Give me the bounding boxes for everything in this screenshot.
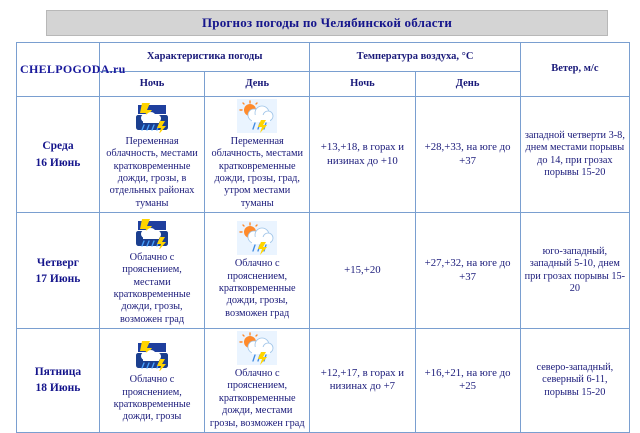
thunderstorm-rain-day-icon	[208, 221, 306, 255]
temp-day-cell	[415, 213, 520, 329]
temp-night-cell	[310, 213, 415, 329]
table-header	[17, 43, 630, 97]
temp-night-value: +15,+20	[344, 263, 381, 276]
row-day-cell	[17, 213, 100, 329]
wind-value: северо-западный, северный 6-11, порывы 15-20	[536, 361, 614, 398]
table-body	[17, 97, 630, 433]
thunderstorm-rain-day-icon	[208, 331, 306, 365]
day-name: Четверг	[36, 256, 80, 269]
temp-night-value: +12,+17, в горах и низинах до +7	[320, 367, 405, 393]
page-title: Прогноз погоды по Челябинской области	[201, 15, 453, 30]
thunderstorm-rain-night-icon	[103, 99, 201, 133]
day-date: 18 Июнь	[35, 382, 81, 395]
header-wind: Ветер, м/с	[520, 43, 629, 97]
temp-day-value: +28,+33, на юге до +37	[424, 141, 511, 167]
night-weather-cell	[99, 213, 204, 329]
temp-day-value: +16,+21, на юге до +25	[424, 367, 511, 393]
day-name: Пятница	[34, 366, 82, 379]
subheader-weather-night: Ночь	[99, 72, 204, 97]
subheader-temp-night: Ночь	[310, 72, 415, 97]
header-weather: Характеристика погоды	[99, 43, 309, 72]
day-weather-desc: Облачно с прояснением, кратковременные дожди, грозы, возможен град	[218, 258, 296, 319]
day-weather-cell	[205, 213, 310, 329]
thunderstorm-rain-day-icon	[208, 99, 306, 133]
temp-night-value: +13,+18, в горах и низинах до +10	[320, 141, 405, 167]
night-weather-desc: Переменная облачность, местами кратковременные дожди, грозы, в отдельных районах туманы	[106, 136, 198, 209]
brand-cell	[17, 43, 126, 97]
temp-day-value: +27,+32, на юге до +37	[424, 257, 511, 283]
forecast-table	[16, 42, 630, 433]
subheader-weather-day: День	[205, 72, 310, 97]
thunderstorm-rain-night-icon	[103, 215, 201, 249]
wind-cell	[520, 97, 629, 213]
table-row	[17, 213, 630, 329]
table-row	[17, 97, 630, 213]
night-weather-cell	[99, 97, 204, 213]
temp-day-cell	[415, 97, 520, 213]
wind-cell	[520, 213, 629, 329]
wind-value: западной четверти 3-8, днем местами порывы до 14, при грозах порывы 15-20	[524, 129, 625, 178]
night-weather-desc: Облачно с прояснением, кратковременные дожди, грозы	[113, 374, 191, 423]
wind-value: юго-западный, западный 5-10, днем при грозах порывы 15-20	[524, 245, 626, 294]
day-weather-desc: Облачно с прояснением, кратковременные дожди, местами грозы, возможен град	[209, 368, 305, 429]
header-temperature: Температура воздуха, °C	[310, 43, 520, 72]
day-weather-cell	[205, 97, 310, 213]
day-weather-desc: Переменная облачность, местами кратковременные дожди, грозы, град, утром местами туманы	[211, 136, 304, 209]
day-date: 17 Июнь	[35, 272, 81, 285]
day-name: Среда	[42, 140, 74, 153]
page-title-bar	[46, 10, 608, 36]
brand-label: CHELPOGODA.ru	[20, 61, 126, 76]
row-day-cell	[17, 97, 100, 213]
day-date: 16 Июнь	[35, 156, 81, 169]
subheader-temp-day: День	[415, 72, 520, 97]
night-weather-desc: Облачно с прояснением, местами кратковременные дожди, грозы, возможен град	[113, 252, 191, 325]
thunderstorm-rain-night-icon	[103, 337, 201, 371]
temp-night-cell	[310, 97, 415, 213]
